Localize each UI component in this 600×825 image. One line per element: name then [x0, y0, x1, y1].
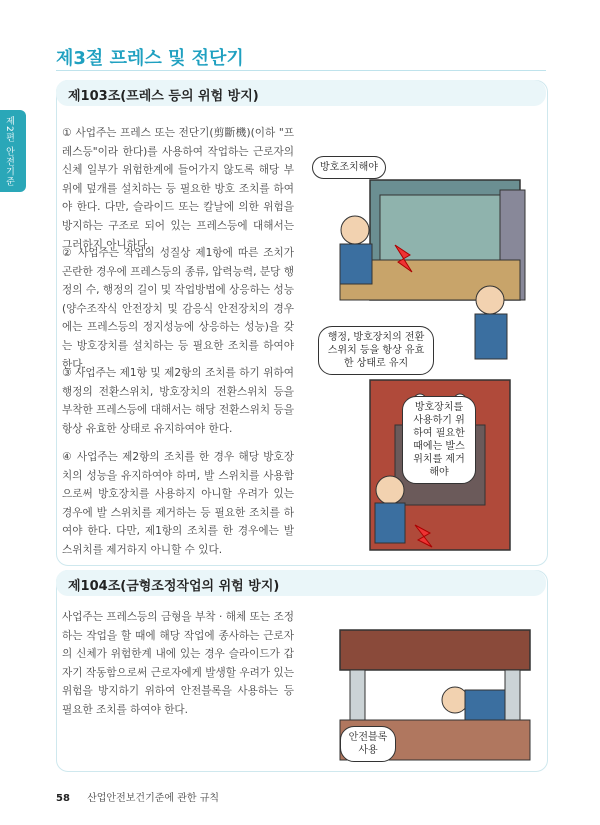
article-103-para-4: ④ 사업주는 제2항의 조치를 한 경우 해당 방호장치의 성능을 유지하여야 하며, 발 스위치를 사용함으로써 방호장치를 사용하지 아니할 우려가 있는 경우에 발 스위치를 제거하는 등 필요한 조치를 하여야 한다. 다만, 제1항의 조치를 한 경우에는 발 스위치를 제거하지 아니할 수 있다. [62, 451, 294, 556]
speech-bubble-foot-switch: 방호장치를 사용하기 위하여 필요한 때에는 발스위치를 제거해야 [402, 396, 476, 484]
article-103-para-3: ③ 사업주는 제1항 및 제2항의 조치를 하기 위하여 행정의 전환스위치, 방호장치의 전환스위치 등을 부착한 프레스등에 대해서는 해당 전환스위치 등을 항상 유효한 상태로 유지하여야 한다. [62, 367, 294, 435]
article-104-para: 사업주는 프레스등의 금형을 부착 · 해체 또는 조정하는 작업을 할 때에 해당 작업에 종사하는 근로자의 신체가 위험한계 내에 있는 경우 슬라이드가 갑자기 작동함으로써 근로자에게 발생할 우려가 있는 위험을 방지하기 위하여 안전블록을 사용하는 등 필요한 조치를 하여야 한다. [62, 611, 294, 716]
article-103-para-1: ① 사업주는 프레스 또는 전단기(剪斷機)(이하 "프레스등"이라 한다)를 사용하여 작업하는 근로자의 신체 일부가 위험한계에 들어가지 않도록 해당 부위에 덮개를 설치하는 등 필요한 방호 조치를 하여야 한다. 다만, 슬라이드 또는 칼날에 의한 위험을 방지하는 구조로 되어 있는 프레스등에 대해서는 그러하지 아니하다. [62, 127, 294, 251]
speech-bubble-safety-block: 안전블록 사용 [340, 726, 396, 762]
side-tab-label: 제2편 안전기준 [4, 116, 14, 187]
article-104-header [56, 570, 546, 596]
article-104-heading: 제104조(금형조정작업의 위험 방지) [68, 579, 280, 594]
article-103-header [56, 80, 546, 106]
side-tab [0, 110, 26, 192]
article-103-para-2: ② 사업주는 작업의 성질상 제1항에 따른 조치가 곤란한 경우에 프레스등의 종류, 압력능력, 분당 행정의 수, 행정의 길이 및 작업방법에 상응하는 성능(양수조작식 안전장치 및 감응식 안전장치의 경우에는 프레스등의 정지성능에 상응하는 성능)을 갖는 방호장치를 설치하는 등 필요한 조치를 하여야 한다. [62, 247, 294, 371]
section-title: 제3절 프레스 및 전단기 [56, 48, 244, 69]
article-103-heading: 제103조(프레스 등의 위험 방지) [68, 89, 259, 104]
page-number: 58 [56, 793, 70, 804]
speech-bubble-guard: 방호조치해야 [312, 156, 386, 179]
section-divider [56, 70, 546, 71]
footer-title: 산업안전보건기준에 관한 규칙 [87, 793, 220, 804]
page-footer [56, 789, 219, 804]
speech-bubble-switch: 행정, 방호장치의 전환스위치 등을 항상 유효한 상태로 유지 [318, 326, 434, 375]
